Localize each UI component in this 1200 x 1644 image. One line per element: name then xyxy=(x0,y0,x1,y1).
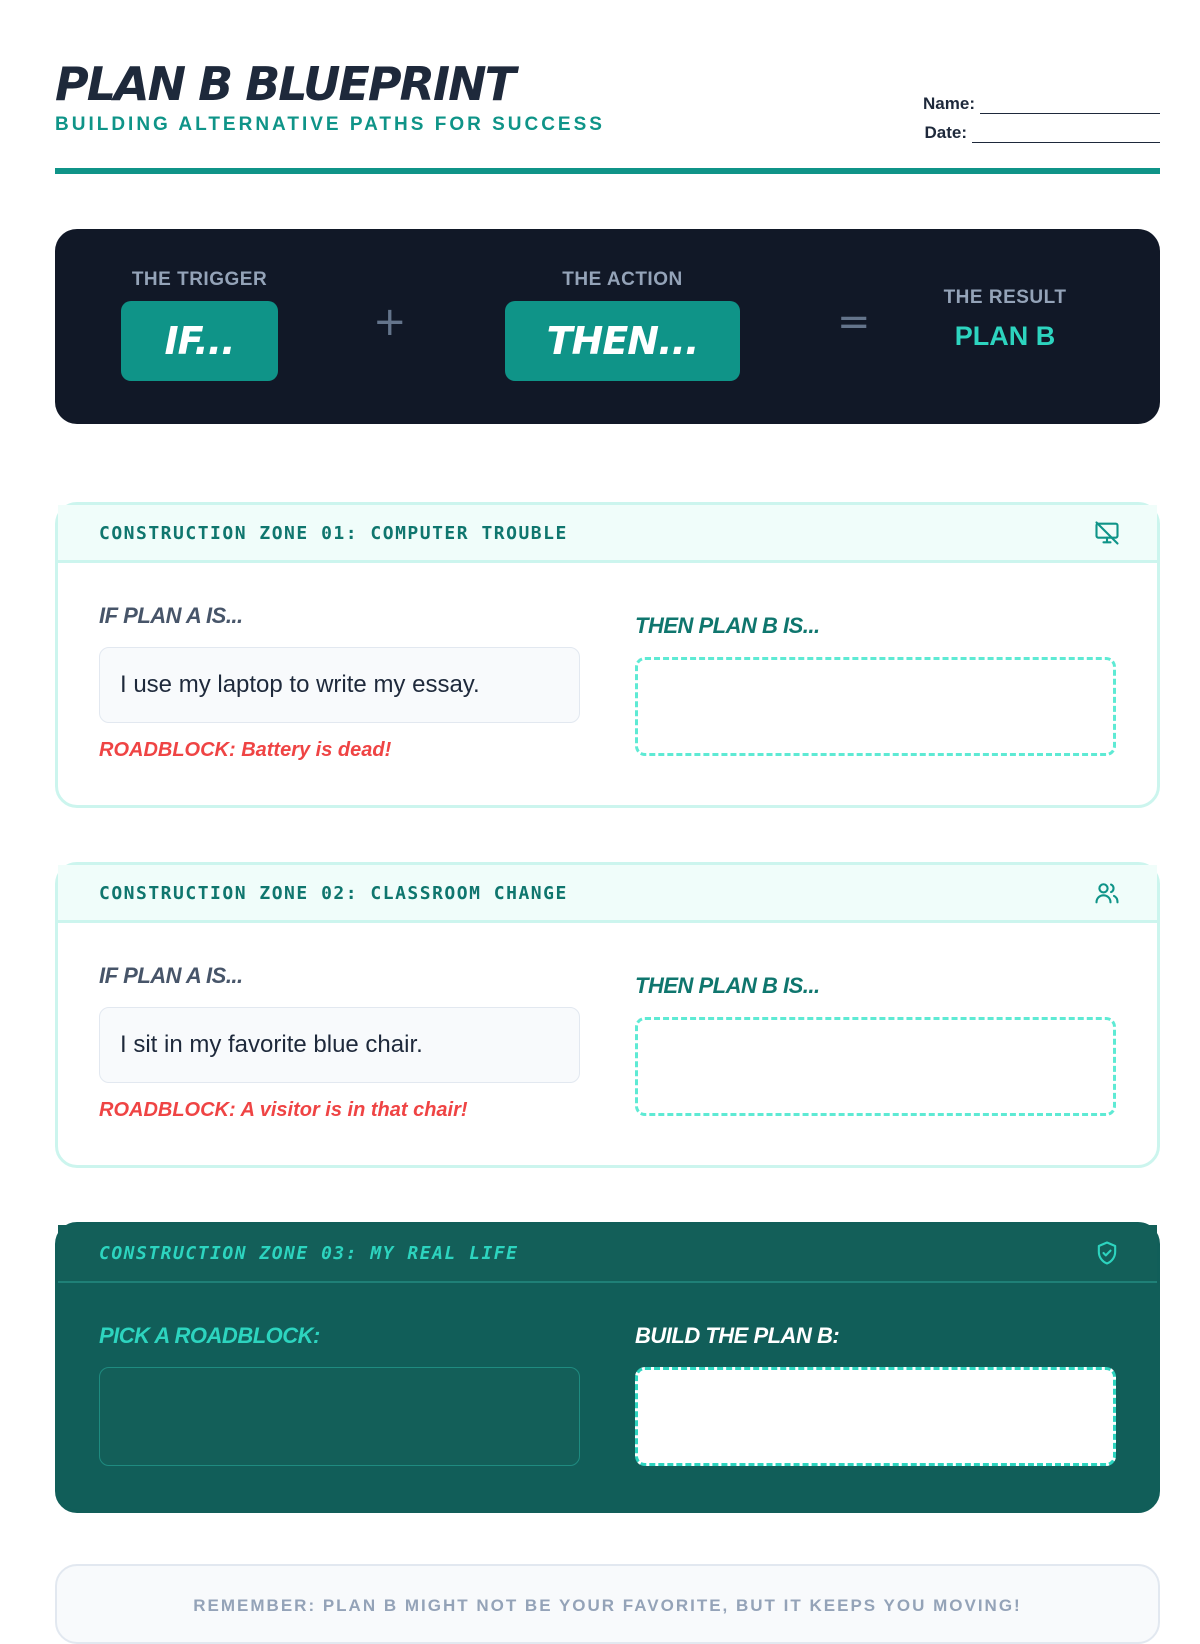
zone-02-title: CONSTRUCTION ZONE 02: CLASSROOM CHANGE xyxy=(99,883,568,904)
reminder-text: REMEMBER: PLAN B MIGHT NOT BE YOUR FAVORITE, BUT IT KEEPS YOU MOVING! xyxy=(193,1596,1022,1615)
result-label: THE RESULT xyxy=(943,287,1067,308)
action-pill: THEN... xyxy=(505,301,740,381)
plan-a-text: I use my laptop to write my essay. xyxy=(99,647,580,723)
if-plan-a-label: IF PLAN A IS... xyxy=(99,963,243,988)
name-line[interactable] xyxy=(980,96,1160,114)
name-field[interactable] xyxy=(910,85,1160,114)
zone-01-plan-a xyxy=(99,603,580,762)
zone-02-plan-b xyxy=(635,973,1116,1116)
action-label: THE ACTION xyxy=(562,269,683,290)
build-plan-b-label: BUILD THE PLAN B: xyxy=(635,1323,840,1348)
zone-03-card xyxy=(55,1222,1160,1513)
then-plan-b-label: THEN PLAN B IS... xyxy=(635,613,820,638)
formula-banner xyxy=(55,229,1160,424)
zone-02-card xyxy=(55,862,1160,1168)
reminder-footer xyxy=(55,1564,1160,1644)
then-plan-b-label: THEN PLAN B IS... xyxy=(635,973,820,998)
date-field[interactable] xyxy=(910,114,1160,143)
plan-b-answer-box[interactable] xyxy=(635,657,1116,756)
shield-check-icon xyxy=(1093,1239,1121,1267)
name-label: Name: xyxy=(923,94,975,113)
result-block xyxy=(925,287,1085,352)
users-icon xyxy=(1093,879,1121,907)
zone-03-title: CONSTRUCTION ZONE 03: MY REAL LIFE xyxy=(99,1243,519,1264)
page-title: PLAN B BLUEPRINT xyxy=(55,57,514,111)
plus-sign: + xyxy=(373,299,407,345)
zone-03-roadblock xyxy=(99,1323,580,1466)
zone-03-header xyxy=(58,1225,1157,1283)
page-subtitle: BUILDING ALTERNATIVE PATHS FOR SUCCESS xyxy=(55,114,605,135)
if-plan-a-label: IF PLAN A IS... xyxy=(99,603,243,628)
monitor-off-icon xyxy=(1093,519,1121,547)
roadblock-text: ROADBLOCK: Battery is dead! xyxy=(99,739,392,761)
trigger-pill: IF... xyxy=(121,301,278,381)
pick-roadblock-label: PICK A ROADBLOCK: xyxy=(99,1323,320,1348)
worksheet-header xyxy=(55,58,1160,178)
plan-b-answer-box[interactable] xyxy=(635,1017,1116,1116)
zone-01-plan-b xyxy=(635,613,1116,756)
plan-b-answer-box[interactable] xyxy=(635,1367,1116,1466)
action-block xyxy=(505,269,740,381)
zone-02-plan-a xyxy=(99,963,580,1122)
roadblock-text: ROADBLOCK: A visitor is in that chair! xyxy=(99,1099,468,1121)
header-divider xyxy=(55,168,1160,174)
zone-01-header xyxy=(58,505,1157,563)
zone-01-title: CONSTRUCTION ZONE 01: COMPUTER TROUBLE xyxy=(99,523,568,544)
trigger-block xyxy=(121,269,278,381)
zone-01-card xyxy=(55,502,1160,808)
result-value: PLAN B xyxy=(954,321,1056,351)
roadblock-answer-box[interactable] xyxy=(99,1367,580,1466)
plan-a-text: I sit in my favorite blue chair. xyxy=(99,1007,580,1083)
date-label: Date: xyxy=(924,123,967,142)
equals-sign: = xyxy=(837,299,871,345)
date-line[interactable] xyxy=(972,125,1160,143)
zone-02-header xyxy=(58,865,1157,923)
trigger-label: THE TRIGGER xyxy=(131,269,268,290)
student-fields xyxy=(910,85,1160,143)
zone-03-plan-b xyxy=(635,1323,1116,1466)
